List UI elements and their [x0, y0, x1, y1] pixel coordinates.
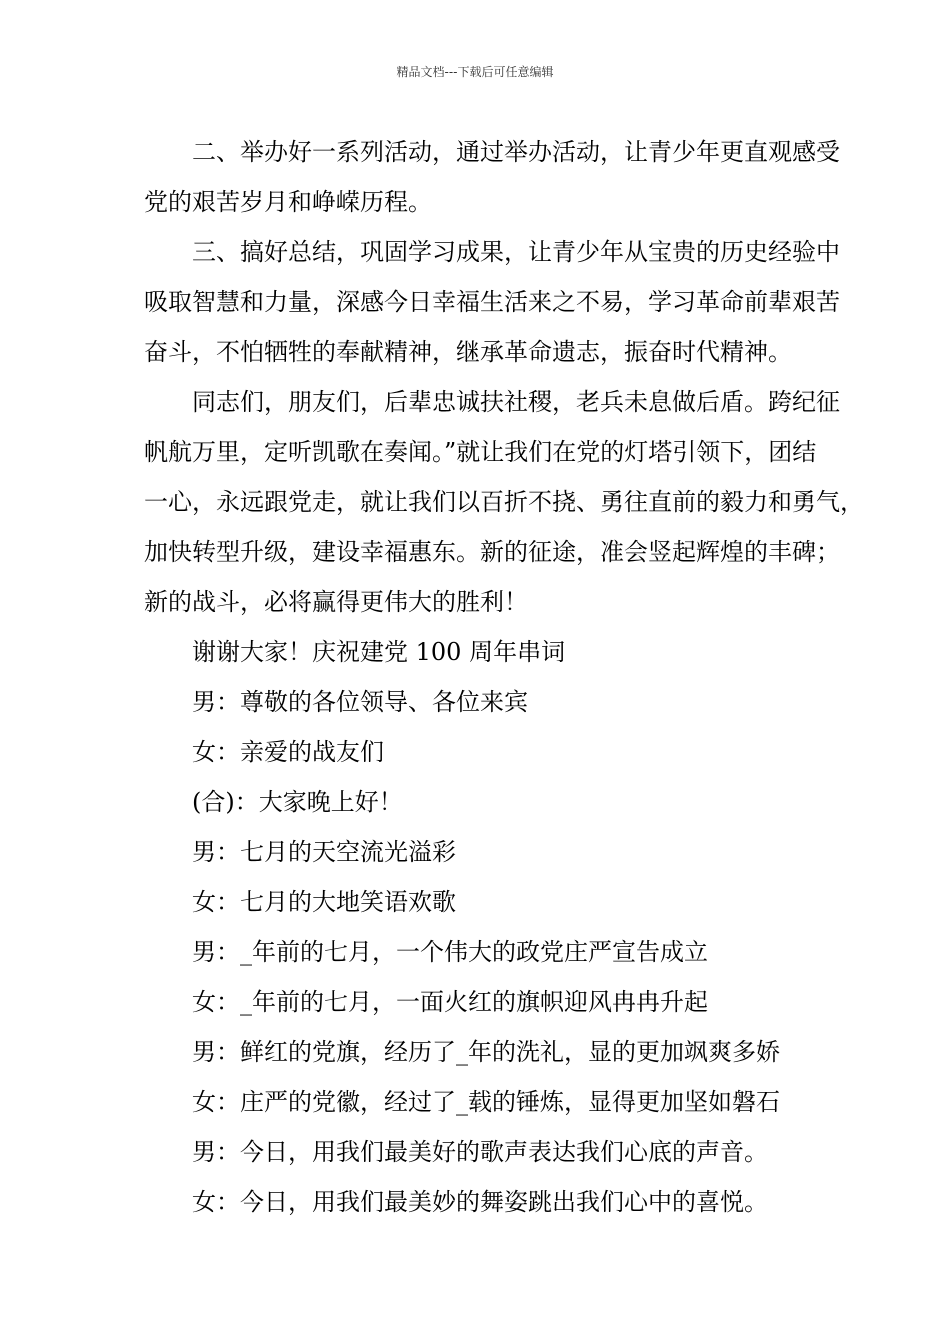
paragraph-line: 一心，永远跟党走，就让我们以百折不挠、勇往直前的毅力和勇气，	[144, 488, 864, 516]
paragraph-line: 奋斗，不怕牺牲的奉献精神，继承革命遗志，振奋时代精神。	[144, 338, 792, 366]
dialogue-line: 女：今日，用我们最美妙的舞姿跳出我们心中的喜悦。	[192, 1188, 768, 1216]
dialogue-line: 男：七月的天空流光溢彩	[192, 838, 456, 866]
paragraph-line: 党的艰苦岁月和峥嵘历程。	[144, 188, 432, 216]
page-header: 精品文档---下载后可任意编辑	[396, 65, 554, 79]
dialogue-line: 女：亲爱的战友们	[192, 738, 384, 766]
paragraph-line: 新的战斗，必将赢得更伟大的胜利！	[144, 588, 528, 616]
paragraph-line: 吸取智慧和力量，深感今日幸福生活来之不易，学习革命前辈艰苦	[144, 288, 840, 316]
dialogue-line: 男：鲜红的党旗，经历了_年的洗礼，显的更加飒爽多娇	[192, 1038, 780, 1066]
paragraph-line: 帆航万里，定听凯歌在奏闻。”就让我们在党的灯塔引领下，团结	[144, 438, 817, 466]
paragraph-line: 谢谢大家！庆祝建党 100 周年串词	[192, 638, 566, 666]
paragraph-line: 二、举办好一系列活动，通过举办活动，让青少年更直观感受	[192, 138, 840, 166]
dialogue-line: 男：今日，用我们最美好的歌声表达我们心底的声音。	[192, 1138, 768, 1166]
paragraph-line: 三、搞好总结，巩固学习成果，让青少年从宝贵的历史经验中	[192, 238, 840, 266]
dialogue-line: 女：七月的大地笑语欢歌	[192, 888, 456, 916]
paragraph-line: 同志们，朋友们，后辈忠诚扶社稷，老兵未息做后盾。跨纪征	[192, 388, 840, 416]
dialogue-line: 女：_年前的七月，一面火红的旗帜迎风冉冉升起	[192, 988, 708, 1016]
document-body	[144, 127, 864, 1227]
dialogue-line: 男：尊敬的各位领导、各位来宾	[192, 688, 528, 716]
paragraph-line: 加快转型升级，建设幸福惠东。新的征途，准会竖起辉煌的丰碑；	[144, 538, 840, 566]
dialogue-line: 女：庄严的党徽，经过了_载的锤炼，显得更加坚如磐石	[192, 1088, 780, 1116]
dialogue-line: (合)：大家晚上好！	[192, 788, 403, 816]
dialogue-line: 男：_年前的七月，一个伟大的政党庄严宣告成立	[192, 938, 708, 966]
